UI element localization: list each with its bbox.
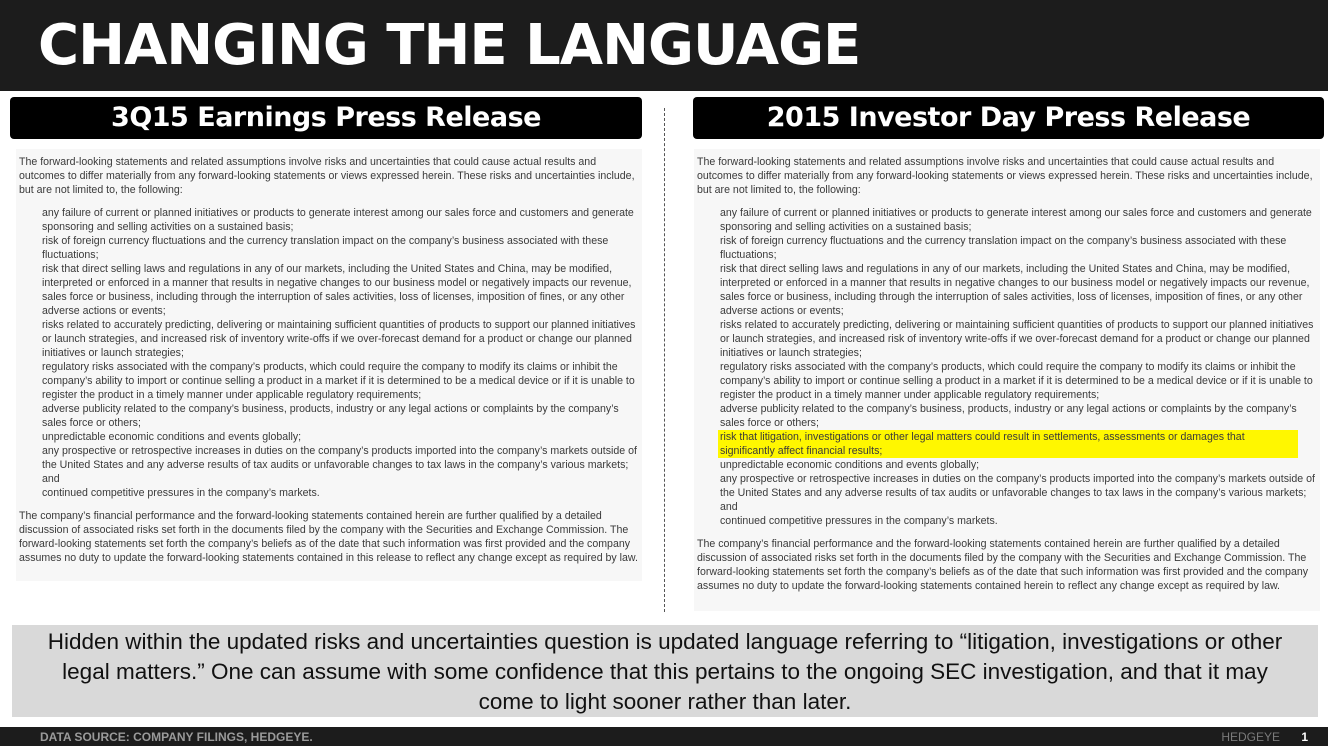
right-risk-item: adverse publicity related to the company’s business, products, industry or any legal actions or complaints by the company’s sales force or others; bbox=[720, 403, 1297, 429]
right-risk-item: regulatory risks associated with the company’s products, which could require the company to modify its claims or inhibit the company’s ability to import or continue selling a product in a market if it is determined to be a medical device or if it is unable to register the product in a timely manner under applicable regulatory requirements; bbox=[720, 361, 1313, 401]
left-risk-item: risk of foreign currency fluctuations and the currency translation impact on the company’s business associated with these fluctuations; bbox=[42, 235, 609, 261]
highlighted-litigation-risk-item: risk that litigation, investigations or other legal matters could result in settlements, assessments or damages that significantly affect financial results; bbox=[718, 430, 1298, 458]
left-column-header: 3Q15 Earnings Press Release bbox=[10, 97, 642, 139]
left-risk-item: continued competitive pressures in the company’s markets. bbox=[42, 487, 320, 499]
left-risk-item: risks related to accurately predicting, delivering or maintaining sufficient quantities of products to support our planned initiatives or launch strategies, and increased risk of inventory write-offs if we over-forecast demand for a product or change our planned initiatives or launch strategies; bbox=[42, 319, 636, 359]
left-risk-item: unpredictable economic conditions and events globally; bbox=[42, 431, 302, 443]
right-risk-item: risk that direct selling laws and regulations in any of our markets, including the United States and China, may be modified, interpreted or enforced in a manner that results in negative changes to our business model or negatively impacts our revenue, sales force or business, including through the interruption of sales activities, loss of licenses, imposition of fines, or any other adverse actions or events; bbox=[720, 263, 1310, 317]
right-risk-item: continued competitive pressures in the company’s markets. bbox=[720, 515, 998, 527]
brand-logo-text: HEDGEYE bbox=[1221, 730, 1280, 744]
left-risk-item: adverse publicity related to the company’s business, products, industry or any legal actions or complaints by the company’s sales force or others; bbox=[42, 403, 619, 429]
title-bar bbox=[0, 0, 1328, 91]
slide-title: CHANGING THE LANGUAGE bbox=[38, 13, 861, 78]
data-source-label: DATA SOURCE: COMPANY FILINGS, HEDGEYE. bbox=[40, 730, 313, 744]
right-document-excerpt bbox=[694, 149, 1320, 611]
right-risk-list bbox=[697, 206, 1316, 528]
callout-box: Hidden within the updated risks and uncertainties question is updated language referring to “litigation, investigations or other legal matters.” One can assume with some confidence that this pertains to the ongoing SEC investigation, and that it may come to light sooner rather than later. bbox=[12, 625, 1318, 717]
right-risk-item: risks related to accurately predicting, delivering or maintaining sufficient quantities of products to support our planned initiatives or launch strategies, and increased risk of inventory write-offs if we over-forecast demand for a product or change our planned initiatives or launch strategies; bbox=[720, 319, 1314, 359]
left-risk-item: risk that direct selling laws and regulations in any of our markets, including the United States and China, may be modified, interpreted or enforced in a manner that results in negative changes to our business model or negatively impacts our revenue, sales force or business, including through the interruption of sales activities, loss of licenses, imposition of fines, or any other adverse actions or events; bbox=[42, 263, 632, 317]
right-risk-item: risk of foreign currency fluctuations and the currency translation impact on the company’s business associated with these fluctuations; bbox=[720, 235, 1287, 261]
left-intro-paragraph: The forward-looking statements and related assumptions involve risks and uncertainties that could cause actual results and outcomes to differ materially from any forward-looking statements or views expressed herein. These risks and uncertainties include, but are not limited to, the following: bbox=[19, 156, 635, 196]
left-document-excerpt bbox=[16, 149, 642, 581]
column-divider bbox=[664, 108, 665, 612]
left-risk-list bbox=[19, 206, 638, 500]
right-risk-item: any prospective or retrospective increases in duties on the company’s products imported into the company’s markets outside of the United States and any adverse results of tax audits or unfavorable changes to tax laws in the company’s various markets; and bbox=[720, 473, 1315, 513]
right-intro-paragraph: The forward-looking statements and related assumptions involve risks and uncertainties that could cause actual results and outcomes to differ materially from any forward-looking statements or views expressed herein. These risks and uncertainties include, but are not limited to, the following: bbox=[697, 156, 1313, 196]
left-risk-item: regulatory risks associated with the company’s products, which could require the company to modify its claims or inhibit the company’s ability to import or continue selling a product in a market if it is determined to be a medical device or if it is unable to register the product in a timely manner under applicable regulatory requirements; bbox=[42, 361, 635, 401]
right-closing-paragraph: The company’s financial performance and the forward-looking statements contained herein are further qualified by a detailed discussion of associated risks set forth in the documents filed by the company with the Securities and Exchange Commission. The forward-looking statements set forth the company’s beliefs as of the date that such information was first provided and the company assumes no duty to update the forward-looking statements contained herein to reflect any change except as required by law. bbox=[697, 538, 1309, 592]
right-risk-item: unpredictable economic conditions and events globally; bbox=[720, 459, 980, 471]
page-number: 1 bbox=[1301, 730, 1308, 744]
footer-bar bbox=[0, 727, 1328, 746]
left-risk-item: any failure of current or planned initiatives or products to generate interest among our sales force and customers and generate sponsoring and selling activities on a sustained basis; bbox=[42, 207, 634, 233]
right-column-header: 2015 Investor Day Press Release bbox=[693, 97, 1324, 139]
right-risk-item: any failure of current or planned initiatives or products to generate interest among our sales force and customers and generate sponsoring and selling activities on a sustained basis; bbox=[720, 207, 1312, 233]
left-risk-item: any prospective or retrospective increases in duties on the company’s products imported into the company’s markets outside of the United States and any adverse results of tax audits or unfavorable changes to tax laws in the company’s various markets; and bbox=[42, 445, 637, 485]
left-closing-paragraph: The company’s financial performance and the forward-looking statements contained herein are further qualified by a detailed discussion of associated risks set forth in the documents filed by the company with the Securities and Exchange Commission. The forward-looking statements set forth the company’s beliefs as of the date that such information was first provided and the company assumes no duty to update the forward-looking statements contained in this release to reflect any change except as required by law. bbox=[19, 510, 638, 564]
